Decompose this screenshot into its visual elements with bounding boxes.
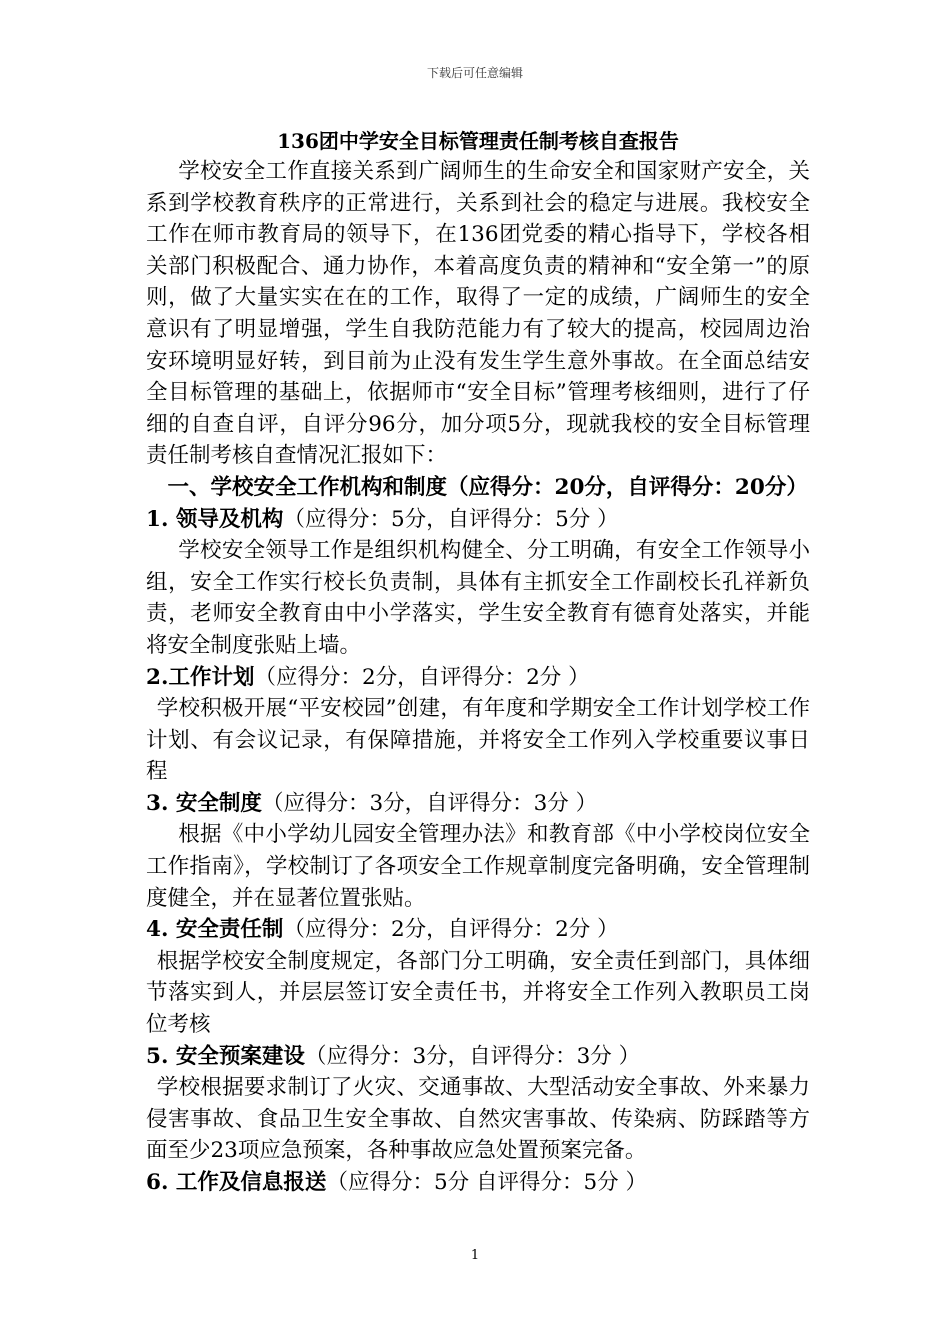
section-heading-1: 一、学校安全工作机构和制度（应得分：20分，自评得分：20分） — [167, 474, 808, 500]
item-body-2: 学校积极开展“平安校园”创建，有年度和学期安全工作计划学校工作计划、有会议记录，有保障措施，并将安全工作列入学校重要议事日程 — [146, 696, 810, 785]
document-title: 136团中学安全目标管理责任制考核自查报告 — [277, 129, 679, 153]
item-title: 4. 安全责任制 — [146, 917, 284, 943]
item-heading-1 — [146, 504, 810, 536]
item-score: （应得分：5分，自评得分：5分 ） — [283, 506, 619, 532]
item-heading-4 — [146, 914, 810, 946]
item-title: 2.工作计划 — [146, 664, 255, 690]
item-body-5: 学校根据要求制订了火灾、交通事故、大型活动安全事故、外来暴力侵害事故、食品卫生安全事故、自然灾害事故、传染病、防踩踏等方面至少23项应急预案，各种事故应急处置预案完备。 — [146, 1075, 810, 1164]
item-score: （应得分：3分，自评得分：3分 ） — [261, 790, 598, 816]
item-heading-2 — [146, 662, 810, 694]
item-body-4: 根据学校安全制度规定，各部门分工明确，安全责任到部门，具体细节落实到人，并层层签订安全责任书，并将安全工作列入教职员工岗位考核 — [146, 948, 810, 1038]
item-score: （应得分：2分，自评得分：2分 ） — [254, 664, 590, 690]
item-title: 5. 安全预案建设 — [146, 1043, 305, 1069]
item-score: （应得分：2分，自评得分：2分 ） — [283, 917, 619, 943]
item-score: （应得分：5分 自评得分：5分 ） — [326, 1170, 647, 1195]
item-title: 1. 领导及机构 — [146, 506, 284, 532]
item-title: 3. 安全制度 — [146, 790, 262, 816]
document-body — [146, 126, 810, 1199]
item-heading-3 — [146, 788, 810, 820]
page-header-note: 下载后可任意编辑 — [426, 66, 523, 80]
item-body-1: 学校安全领导工作是组织机构健全、分工明确，有安全工作领导小组，安全工作实行校长负责制，具体有主抓安全工作副校长孔祥新负责，老师安全教育由中小学落实，学生安全教育有德育处落实，并能将安全制度张贴上墙。 — [146, 538, 810, 658]
item-score: （应得分：3分，自评得分：3分 ） — [304, 1043, 641, 1069]
page-number: 1 — [470, 1248, 480, 1263]
item-heading-6 — [146, 1167, 810, 1199]
item-body-3: 根据《中小学幼儿园安全管理办法》和教育部《中小学校岗位安全工作指南》，学校制订了各项安全工作规章制度完备明确，安全管理制度健全，并在显著位置张贴。 — [146, 822, 810, 911]
item-heading-5 — [146, 1041, 810, 1073]
intro-paragraph: 学校安全工作直接关系到广阔师生的生命安全和国家财产安全，关系到学校教育秩序的正常进行，关系到社会的稳定与进展。我校安全工作在师市教育局的领导下，在136团党委的精心指导下，学校各相关部门积极配合、通力协作，本着高度负责的精神和“安全第一”的原则，做了大量实实在在的工作，取得了一定的成绩，广阔师生的安全意识有了明显增强，学生自我防范能力有了较大的提高，校园周边治安环境明显好转，到目前为止没有发生学生意外事故。在全面总结安全目标管理的基础上，依据师市“安全目标”管理考核细则，进行了仔细的自查自评，自评分96分，加分项5分，现就我校的安全目标管理责任制考核自查情况汇报如下： — [146, 159, 810, 469]
item-title: 6. 工作及信息报送 — [146, 1170, 327, 1195]
